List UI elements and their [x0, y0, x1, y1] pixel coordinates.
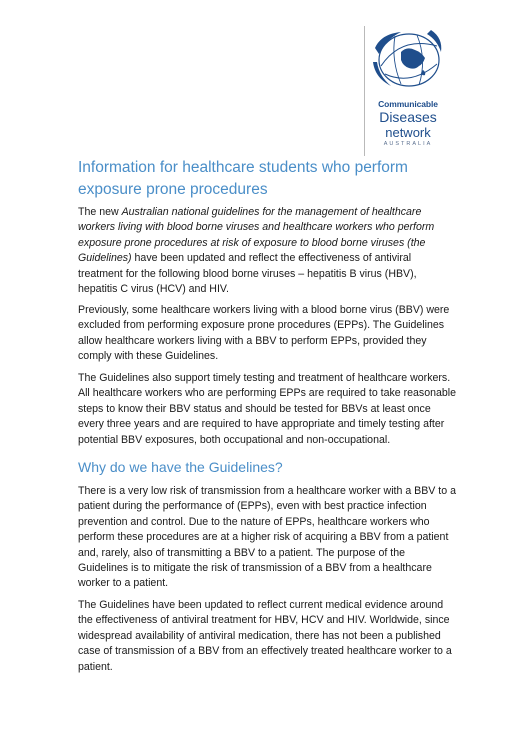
- document-title: Information for healthcare students who perform exposure prone procedures: [78, 159, 408, 198]
- paragraph-evidence: The Guidelines have been updated to reflect current medical evidence around the effectiveness of antiviral treatment for HBV, HCV and HIV. Worldwide, since widespread availability of antiviral medication, there has not been a published case of transmission of a BBV from an effectively treated healthcare worker to a patient.: [78, 599, 452, 673]
- intro-text-start: The new: [78, 206, 122, 218]
- intro-text-end: have been updated and reflect the effectiveness of antiviral treatment for the following blood borne viruses – hepatitis B virus (HBV), hepatitis C virus (HCV) and HIV.: [78, 252, 417, 296]
- globe-logo-icon: [371, 26, 443, 90]
- paragraph-previously: Previously, some healthcare workers living with a blood borne virus (BBV) were excluded from performing exposure prone procedures (EPPs). The Guidelines allow healthcare workers living with a BBV to perform EPPs, provided they comply with these Guidelines.: [78, 304, 450, 363]
- paragraph-risk: There is a very low risk of transmission from a healthcare worker with a BBV to a patient during the performance of (EPPs), even with best practice infection prevention and control. Due to the nature of EPPs, healthcare workers who perform these procedures are at a higher risk of acquiring a BBV from a patient and, rarely, also of transmitting a BBV to a patient. The purpose of the Guidelines is to mitigate the risk of transmission of a BBV from a healthcare worker to a patient.: [78, 485, 456, 590]
- logo-text-australia: AUSTRALIA: [383, 141, 433, 147]
- paragraph-testing: The Guidelines also support timely testing and treatment of healthcare workers. All healthcare workers who are performing EPPs are required to take reasonable steps to know their BBV status and should be tested for BBVs at least once every three years and are required to have appropriate and timely testing after potential BBV exposures, both occupational and non-occupational.: [78, 372, 457, 446]
- logo-text-diseases: Diseases: [379, 109, 437, 125]
- guidelines-full-title: Australian national guidelines for the management of healthcare workers living with blood borne viruses and healthcare workers who perform exposure prone procedures at risk of exposure to blood borne viruses (the Guidelines): [78, 206, 435, 265]
- section-heading-why: Why do we have the Guidelines?: [78, 459, 283, 475]
- cdna-logo: [364, 26, 447, 156]
- logo-text-communicable: Communicable: [378, 99, 438, 109]
- intro-paragraph: [78, 205, 458, 297]
- logo-text-network: network: [385, 125, 431, 140]
